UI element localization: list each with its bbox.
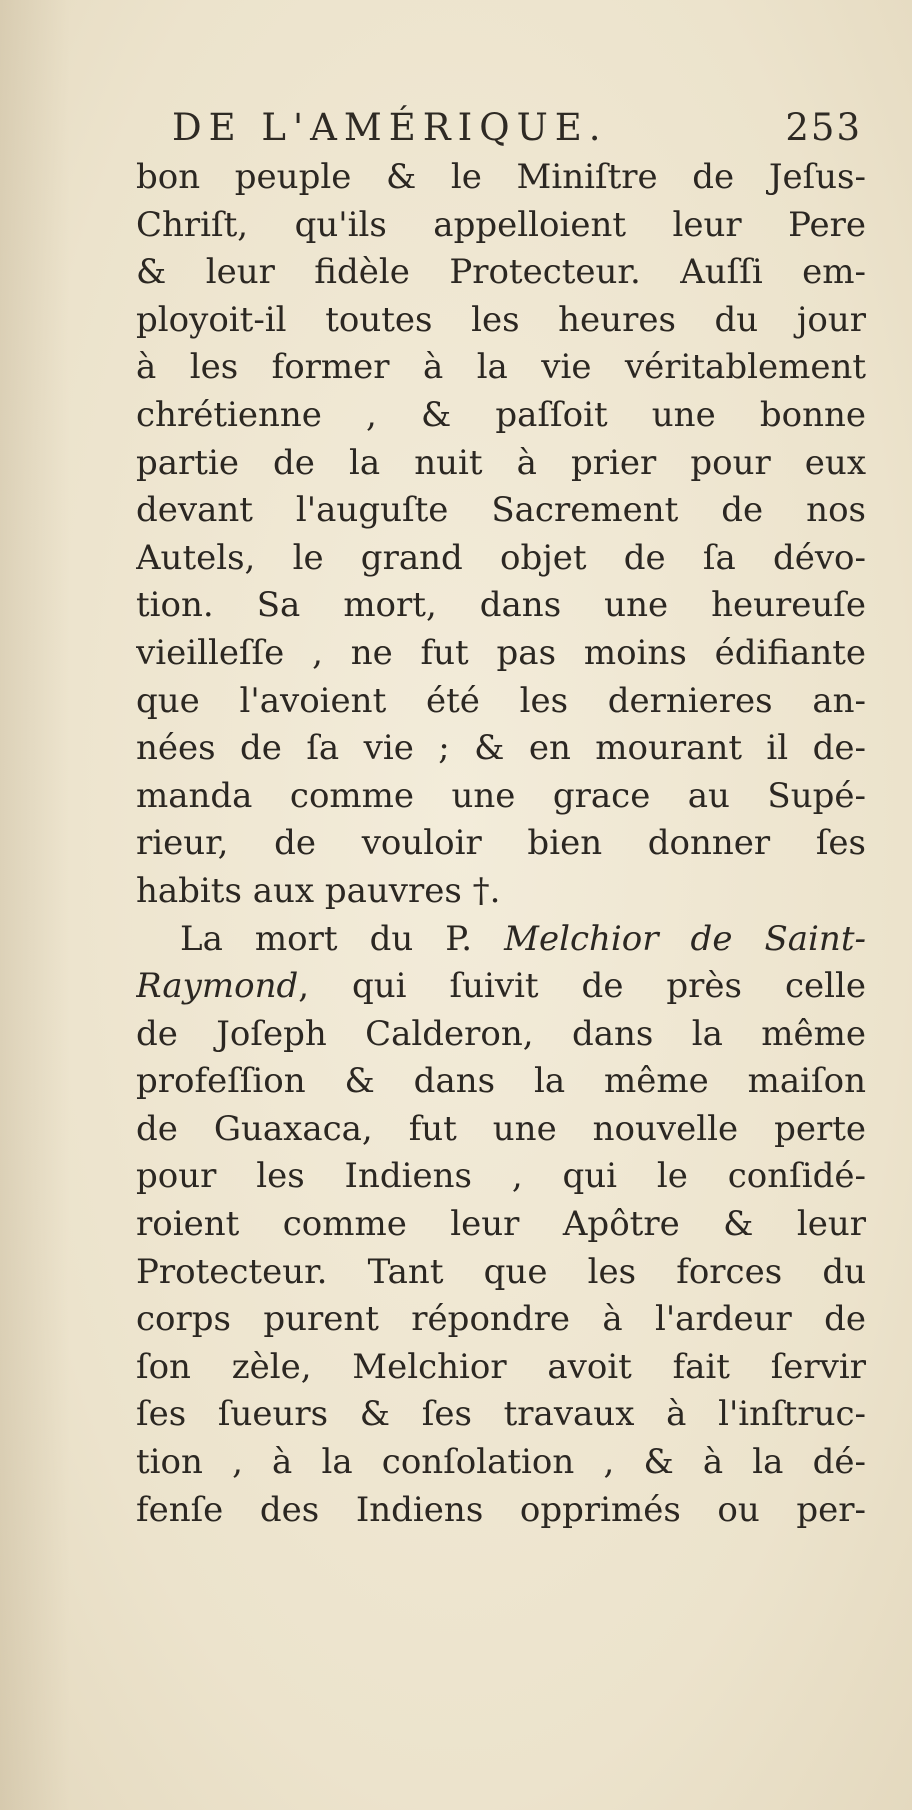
- running-title: DE L'AMÉRIQUE.: [172, 106, 608, 149]
- text-segment: à les former à la vie véritablement: [136, 347, 866, 388]
- text-line: [136, 249, 866, 297]
- text-line: [136, 487, 866, 535]
- text-line: [136, 535, 866, 583]
- text-segment: Autels, le grand objet de ſa dévo-: [136, 537, 866, 578]
- text-line: [136, 963, 866, 1011]
- text-line: [136, 1153, 866, 1201]
- text-segment: devant l'auguſte Sacrement de nos: [136, 490, 866, 531]
- text-segment: La mort du P.: [180, 918, 505, 959]
- text-line: [136, 1058, 866, 1106]
- text-line: [136, 1296, 866, 1344]
- text-segment: tion. Sa mort, dans une heureuſe: [136, 585, 866, 626]
- text-segment: nées de ſa vie ; & en mourant il de-: [136, 728, 866, 769]
- text-line: [136, 440, 866, 488]
- text-line: [136, 392, 866, 440]
- page-number: 253: [785, 106, 862, 149]
- text-line: [136, 630, 866, 678]
- text-segment: que l'avoient été les dernieres an-: [136, 680, 866, 721]
- italic-text-segment: Raymond: [136, 966, 299, 1007]
- text-line: [136, 820, 866, 868]
- text-segment: ployoit-il toutes les heures du jour: [136, 299, 866, 340]
- text-line: [136, 154, 866, 202]
- text-line: [136, 1487, 866, 1535]
- text-segment: Chriſt, qu'ils appelloient leur Pere: [136, 204, 866, 245]
- text-line: [136, 868, 866, 916]
- text-segment: profeſſion & dans la même maiſon: [136, 1061, 866, 1102]
- text-segment: bon peuple & le Miniſtre de Jeſus-: [136, 157, 866, 197]
- text-line: [136, 678, 866, 726]
- text-line: [136, 725, 866, 773]
- text-segment: manda comme une grace au Supé-: [136, 775, 866, 816]
- text-segment: de Joſeph Calderon, dans la même: [136, 1013, 866, 1054]
- text-line: [136, 1106, 866, 1154]
- text-line: [136, 1201, 866, 1249]
- text-segment: de Guaxaca, fut une nouvelle perte: [136, 1108, 866, 1149]
- text-line: [136, 202, 866, 250]
- text-segment: vieilleſſe , ne fut pas moins édifiante: [136, 632, 866, 673]
- text-segment: habits aux pauvres †.: [136, 870, 501, 911]
- text-line: [136, 773, 866, 821]
- text-line: [136, 1344, 866, 1392]
- text-segment: ſes ſueurs & ſes travaux à l'inſtruc-: [136, 1394, 866, 1435]
- text-line: [136, 344, 866, 392]
- text-line: [136, 1249, 866, 1297]
- body-text: [136, 154, 866, 1534]
- text-segment: ſon zèle, Melchior avoit fait ſervir: [136, 1346, 866, 1387]
- text-segment: fenſe des Indiens opprimés ou per-: [136, 1489, 866, 1530]
- text-segment: corps purent répondre à l'ardeur de: [136, 1299, 866, 1340]
- text-segment: Protecteur. Tant que les forces du: [136, 1251, 866, 1292]
- italic-text-segment: Melchior de Saint-: [504, 918, 866, 959]
- text-line: [136, 916, 866, 964]
- page-gutter-shadow: [0, 0, 70, 1810]
- text-segment: tion , à la conſolation , & à la dé-: [136, 1442, 866, 1483]
- text-line: [136, 297, 866, 345]
- running-header: [172, 100, 862, 156]
- text-segment: & leur fidèle Protecteur. Auſſi em-: [136, 252, 866, 293]
- text-segment: , qui ſuivit de près celle: [298, 966, 866, 1007]
- text-segment: pour les Indiens , qui le conſidé-: [136, 1156, 866, 1197]
- text-line: [136, 1391, 866, 1439]
- text-segment: partie de la nuit à prier pour eux: [136, 442, 866, 483]
- text-line: [136, 1011, 866, 1059]
- text-segment: roient comme leur Apôtre & leur: [136, 1204, 866, 1245]
- text-line: [136, 1439, 866, 1487]
- text-segment: chrétienne , & paſſoit une bonne: [136, 394, 866, 435]
- text-line: [136, 582, 866, 630]
- text-segment: rieur, de vouloir bien donner ſes: [136, 823, 866, 864]
